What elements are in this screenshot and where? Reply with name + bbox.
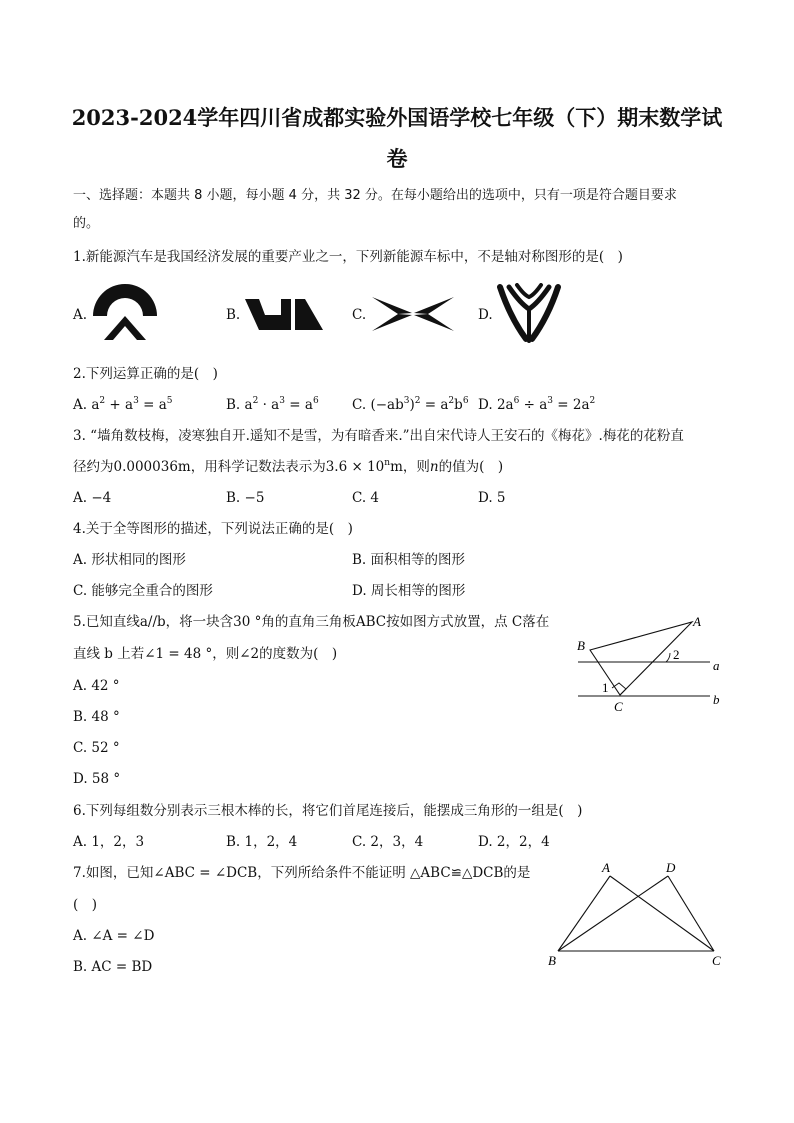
label-angle-1: 1 <box>602 680 609 695</box>
label-d-vertex: D <box>666 860 676 875</box>
question-2-stem: 2.下列运算正确的是( ) <box>73 366 218 382</box>
label-b-vertex: B <box>577 638 585 653</box>
q7-option-a: A. ∠A = ∠D <box>73 928 155 944</box>
q3-option-b: B. −5 <box>226 490 265 506</box>
label-a-vertex: A <box>602 860 610 875</box>
nio-logo-icon <box>90 283 160 345</box>
q1-option-d-label: D. <box>478 307 493 323</box>
segment-ab <box>558 876 610 951</box>
label-c-vertex: C <box>712 953 721 968</box>
segment-ac <box>610 876 714 951</box>
q4-option-d: D. 周长相等的图形 <box>352 583 466 599</box>
li-auto-logo-icon <box>245 296 325 332</box>
question-3-stem: 3. “墙角数枝梅，凌寒独自开.遥知不是雪，为有暗香来.”出自宋代诗人王安石的《梅花》.梅花的花粉直 <box>73 428 684 444</box>
q4-option-c: C. 能够完全重合的图形 <box>73 583 213 599</box>
q1-option-c-label: C. <box>352 307 367 323</box>
section-heading: 一、选择题：本题共 8 小题，每小题 4 分，共 32 分。在每小题给出的选项中，只有一项是符合题目要求 <box>73 188 677 203</box>
page-title: 2023-2024学年四川省成都实验外国语学校七年级（下）期末数学试 <box>71 105 723 130</box>
q5-option-c: C. 52 ° <box>73 740 120 756</box>
label-line-b: b <box>713 692 720 707</box>
label-line-a: a <box>713 658 720 673</box>
q6-option-b: B. 1，2，4 <box>226 834 298 850</box>
question-5-stem: 5.已知直线a//b，将一块含30 °角的直角三角板ABC按如图方式放置，点 C落在 <box>73 614 550 630</box>
q6-option-d: D. 2，2，4 <box>478 834 550 850</box>
segment-bd <box>558 876 668 951</box>
question-4-stem: 4.关于全等图形的描述，下列说法正确的是( ) <box>73 521 353 537</box>
q1-option-b-label: B. <box>226 307 241 323</box>
label-b-vertex: B <box>548 953 556 968</box>
section-heading-continued: 的。 <box>73 216 100 231</box>
q7-triangles-figure <box>544 858 730 970</box>
q5-option-d: D. 58 ° <box>73 771 121 787</box>
q2-option-c: C. $(-ab^3)^2 = a^2b^6$ <box>352 396 469 413</box>
q2-option-a: A. $a^2 + a^3 = a^5$ <box>73 396 173 413</box>
q5-parallel-lines-figure <box>570 610 730 720</box>
q4-option-a: A. 形状相同的图形 <box>73 552 186 568</box>
label-angle-2: 2 <box>673 647 680 662</box>
label-a-vertex: A <box>693 614 701 629</box>
label-c-vertex: C <box>614 699 623 714</box>
question-5-stem-continued: 直线 b 上若∠1 = 48 °，则∠2的度数为( ) <box>73 646 338 662</box>
question-1-stem: 1.新能源汽车是我国经济发展的重要产业之一，下列新能源车标中，不是轴对称图形的是( ) <box>73 249 623 265</box>
q5-option-b: B. 48 ° <box>73 709 120 725</box>
q6-option-c: C. 2，3，4 <box>352 834 424 850</box>
q3-option-c: C. 4 <box>352 490 380 506</box>
xpeng-logo-icon <box>370 294 456 334</box>
q1-option-a-label: A. <box>73 307 88 323</box>
q3-option-d: D. 5 <box>478 490 506 506</box>
question-6-stem: 6.下列每组数分别表示三根木棒的长，将它们首尾连接后，能摆成三角形的一组是( ) <box>73 803 583 819</box>
q7-option-b: B. AC = BD <box>73 959 153 975</box>
q2-option-d: D. $2a^6 \div a^3 = 2a^2$ <box>478 396 596 413</box>
q4-option-b: B. 面积相等的图形 <box>352 552 466 568</box>
angle-2-arc <box>666 653 670 662</box>
q2-option-b: B. $a^2 \cdot a^3 = a^6$ <box>226 396 319 413</box>
q5-option-a: A. 42 ° <box>73 678 120 694</box>
page-title-continued: 卷 <box>386 146 408 171</box>
q3-option-a: A. −4 <box>73 490 112 506</box>
wing-logo-icon <box>496 283 562 345</box>
q6-option-a: A. 1，2，3 <box>73 834 145 850</box>
question-3-stem-continued: 径约为0.000036m，用科学记数法表示为$3.6 \times 10^nm$，则n的值为( ) <box>73 458 504 475</box>
question-7-stem-continued: ( ) <box>73 897 98 913</box>
question-7-stem: 7.如图，已知∠ABC = ∠DCB，下列所给条件不能证明 △ABC≌△DCB的是 <box>73 865 531 881</box>
segment-dc <box>668 876 714 951</box>
